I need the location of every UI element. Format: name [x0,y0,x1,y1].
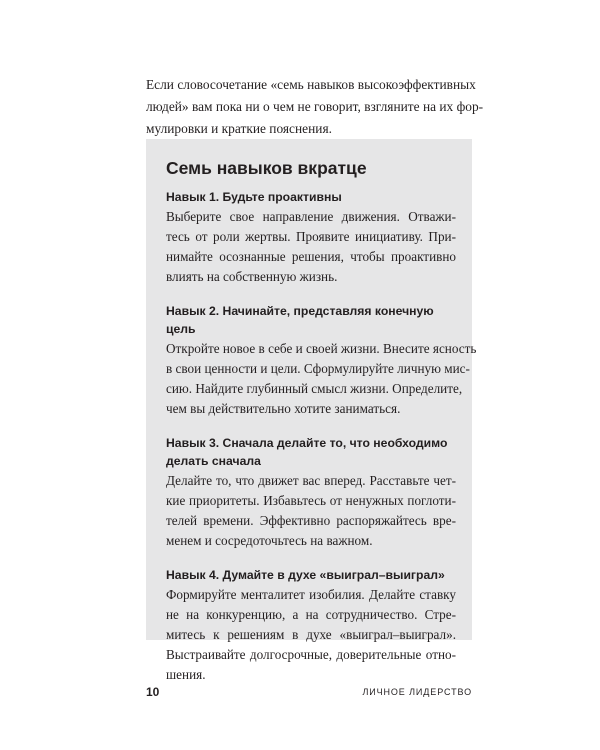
habit-body-line: не на конкуренцию, а на сотрудничество. Стре- [166,607,456,622]
habit-title-line: делать сначала [166,454,261,468]
habit-body-line: шения. [166,667,206,682]
habit-2 [166,302,477,419]
habit-description [166,207,456,287]
habit-body-line: кие приоритеты. Избавьтесь от ненужных поглоти- [166,493,456,508]
intro-line: мулировки и краткие пояснения. [146,121,332,136]
habit-body-line: митесь к решениям в духе «выиграл–выиграл». [166,627,456,642]
habit-title [166,434,456,470]
habit-1 [166,188,456,287]
summary-box [146,139,477,682]
habit-body-line: в свои ценности и цели. Сформулируйте личную мис- [166,361,470,376]
habit-title-line: Навык 2. Начинайте, представляя конечную [166,304,434,318]
habit-3 [166,434,456,551]
page-number: 10 [146,685,160,699]
habit-body-line: Откройте новое в себе и своей жизни. Внесите ясность [166,341,477,356]
habit-title [166,302,456,338]
habit-title-line: Навык 1. Будьте проактивны [166,190,342,204]
habit-body-line: тесь от роли жертвы. Проявите инициативу. При- [166,229,456,244]
habit-body-line: Выстраивайте долгосрочные, доверительные отно- [166,647,456,662]
habit-title-line: цель [166,322,196,336]
habit-body-line: телей времени. Эффективно распоряжайтесь вре- [166,513,456,528]
habit-description [166,585,456,685]
summary-box-title: Семь навыков вкратце [166,158,367,178]
habit-body-line: менем и сосредоточьтесь на важном. [166,533,373,548]
habit-description [166,339,477,419]
habit-description [166,471,456,551]
intro-paragraph [146,74,484,140]
habit-body-line: Выберите свое направление движения. Отважи- [166,209,456,224]
habit-4 [166,566,456,685]
habit-body-line: влиять на собственную жизнь. [166,269,338,284]
habit-title-line: Навык 3. Сначала делайте то, что необходимо [166,436,448,450]
habit-title-line: Навык 4. Думайте в духе «выиграл–выиграл» [166,568,445,582]
intro-line: Если словосочетание «семь навыков высокоэффективных [146,77,476,92]
habit-body-line: Делайте то, что движет вас вперед. Расставьте чет- [166,473,456,488]
habit-body-line: чем вы действительно хотите заниматься. [166,401,401,416]
habit-body-line: сию. Найдите глубинный смысл жизни. Определите, [166,381,463,396]
running-head: ЛИЧНОЕ ЛИДЕРСТВО [362,687,472,697]
habit-body-line: Формируйте менталитет изобилия. Делайте ставку [166,587,456,602]
habit-title [166,566,456,584]
habit-body-line: нимайте осознанные решения, чтобы проактивно [166,249,456,264]
habit-title [166,188,456,206]
intro-line: людей» вам пока ни о чем не говорит, взгляните на их фор- [146,99,484,114]
